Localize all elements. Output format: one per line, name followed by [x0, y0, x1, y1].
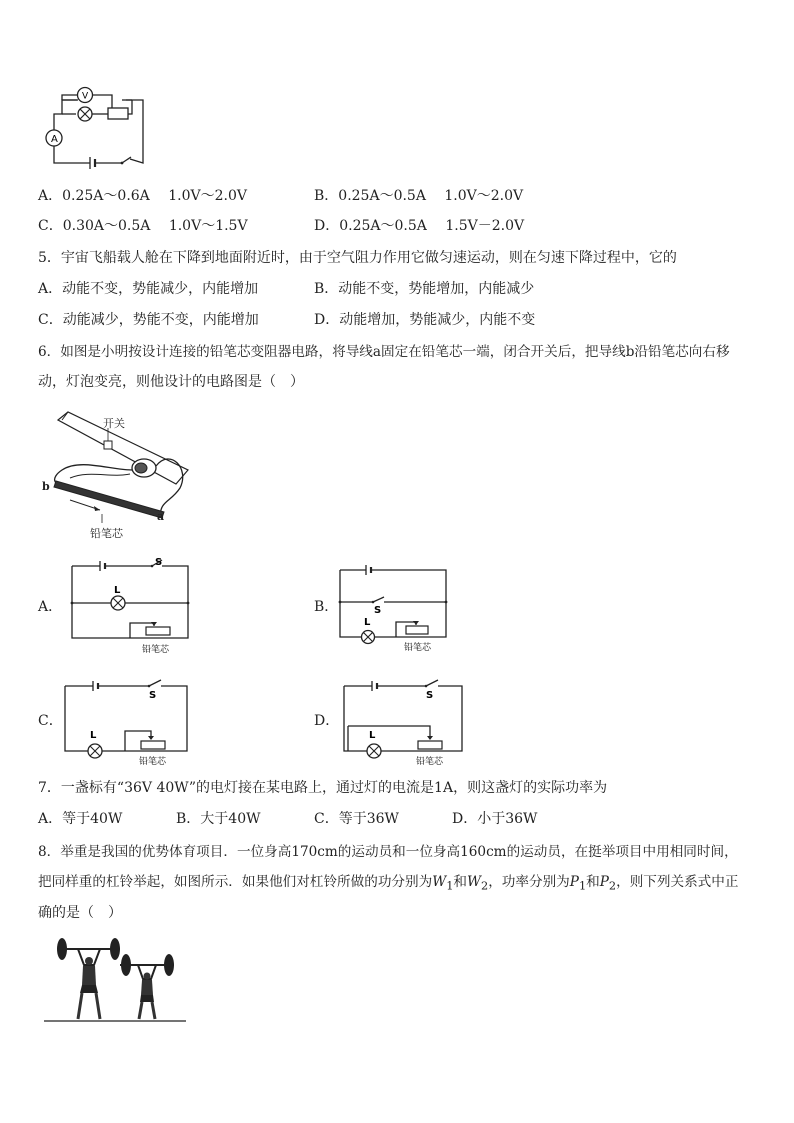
- q8-text-tail: ，则下列关系式中正: [616, 874, 739, 890]
- option-letter: D．: [452, 811, 478, 827]
- q6-b-label: b: [42, 480, 50, 493]
- q8-text-mid: ，功率分别为: [488, 874, 570, 890]
- option-letter: C．: [38, 713, 63, 729]
- option-text: 0.25A～0.5A 1.0V～2.0V: [338, 188, 524, 204]
- q6-option-d[interactable]: [314, 711, 339, 731]
- q8-stem-line3: 确的是（ ）: [38, 905, 122, 921]
- option-letter: C．: [38, 312, 63, 328]
- p1-symbol: P: [569, 874, 579, 890]
- q6-stem-line2: 动，灯泡变亮，则他设计的电路图是（ ）: [38, 374, 304, 390]
- option-letter: A．: [38, 599, 63, 615]
- option-text: 0.25A～0.5A 1.5V－2.0V: [339, 218, 525, 234]
- q5-option-c[interactable]: [38, 310, 259, 330]
- q6-circuit-b: [338, 562, 453, 657]
- option-letter: C．: [314, 811, 339, 827]
- p1-subscript: 1: [578, 878, 587, 893]
- q6-circuit-a: [70, 558, 195, 663]
- option-text: 小于36W: [477, 811, 538, 827]
- pencil-label: 铅笔芯: [139, 757, 167, 767]
- q6-a-label: a: [157, 510, 165, 523]
- option-letter: C．: [38, 218, 63, 234]
- q8-and-2: 和: [586, 874, 600, 890]
- option-text: 大于40W: [200, 811, 261, 827]
- q8-stem-line1: 8．举重是我国的优势体育项目．一位身高170cm的运动员和一位身高160cm的运动员，在挺举项目中用相同时间，: [38, 844, 738, 860]
- q4-option-b[interactable]: [314, 186, 523, 206]
- q7-option-a[interactable]: [38, 809, 122, 829]
- q8-weightlifters-picture: [44, 935, 189, 1025]
- w2-symbol: W: [467, 874, 481, 890]
- q5-option-b[interactable]: [314, 279, 534, 299]
- w1-symbol: W: [432, 874, 447, 890]
- option-text: 0.30A～0.5A 1.0V～1.5V: [62, 218, 248, 234]
- p2-symbol: P: [599, 874, 609, 890]
- w1-subscript: 1: [446, 878, 454, 893]
- option-text: 等于36W: [338, 811, 399, 827]
- option-text: 动能增加，势能减少，内能不变: [339, 312, 536, 328]
- option-letter: A．: [38, 281, 63, 297]
- option-letter: D．: [314, 312, 340, 328]
- q6-circuit-d: [342, 676, 467, 771]
- lamp-label: L: [364, 617, 371, 628]
- q6-circuit-c: [63, 676, 193, 771]
- option-text: 动能不变，势能增加，内能减少: [338, 281, 535, 297]
- switch-label: S: [374, 605, 382, 616]
- option-letter: B．: [314, 281, 339, 297]
- q7-stem: 7．一盏标有“36V 40W”的电灯接在某电路上，通过灯的电流是1A，则这盏灯的实际功率为: [38, 780, 608, 796]
- q8-stem-line2: [38, 872, 738, 896]
- option-text: 动能不变，势能减少，内能增加: [62, 281, 259, 297]
- q8-text-a: 把同样重的杠铃举起，如图所示．如果他们对杠铃所做的功分别为: [38, 874, 433, 890]
- option-letter: D．: [314, 713, 340, 729]
- q7-option-b[interactable]: [176, 809, 261, 829]
- pencil-label: 铅笔芯: [404, 643, 432, 653]
- q5-option-d[interactable]: [314, 310, 535, 330]
- ammeter-label: A: [51, 134, 58, 145]
- option-text: 动能减少，势能不变，内能增加: [62, 312, 259, 328]
- q6-stem-line1: 6．如图是小明按设计连接的铅笔芯变阻器电路，将导线a固定在铅笔芯一端，闭合开关后，把导线b沿铅笔芯向右移: [38, 344, 730, 360]
- q5-option-a[interactable]: [38, 279, 258, 299]
- q6-option-a[interactable]: [38, 597, 62, 617]
- option-letter: A．: [38, 188, 63, 204]
- lamp-label: L: [90, 730, 97, 741]
- q4-option-d[interactable]: [314, 216, 524, 236]
- q4-option-a[interactable]: [38, 186, 247, 206]
- lamp-label: L: [369, 730, 376, 741]
- pencil-label: 铅笔芯: [142, 645, 170, 655]
- w2-subscript: 2: [481, 878, 489, 893]
- voltmeter-label: V: [82, 91, 89, 102]
- p2-subscript: 2: [608, 878, 617, 893]
- q7-option-c[interactable]: [314, 809, 399, 829]
- option-letter: D．: [314, 218, 340, 234]
- lamp-label: L: [114, 585, 121, 596]
- q8-and-1: 和: [453, 874, 468, 890]
- resistor-symbol: [108, 108, 128, 119]
- option-text: 0.25A～0.6A 1.0V～2.0V: [62, 188, 247, 204]
- pencil-label: 铅笔芯: [416, 757, 444, 767]
- q5-stem: 5．宇宙飞船载人舱在下降到地面附近时，由于空气阻力作用它做匀速运动，则在匀速下降过程中，它的: [38, 250, 677, 266]
- q6-option-c[interactable]: [38, 711, 63, 731]
- q4-option-c[interactable]: [38, 216, 248, 236]
- q6-pencil-label: 铅笔芯: [90, 527, 123, 540]
- switch-label: S: [426, 690, 434, 701]
- option-letter: A．: [38, 811, 63, 827]
- q7-option-d[interactable]: [452, 809, 537, 829]
- option-letter: B．: [314, 188, 339, 204]
- q6-switch-label: 开关: [103, 417, 125, 430]
- option-text: 等于40W: [62, 811, 123, 827]
- switch-label: S: [155, 557, 163, 568]
- option-letter: B．: [314, 599, 339, 615]
- switch-label: S: [149, 690, 157, 701]
- q4-circuit-diagram: [40, 86, 150, 168]
- option-letter: B．: [176, 811, 201, 827]
- q6-option-b[interactable]: [314, 597, 338, 617]
